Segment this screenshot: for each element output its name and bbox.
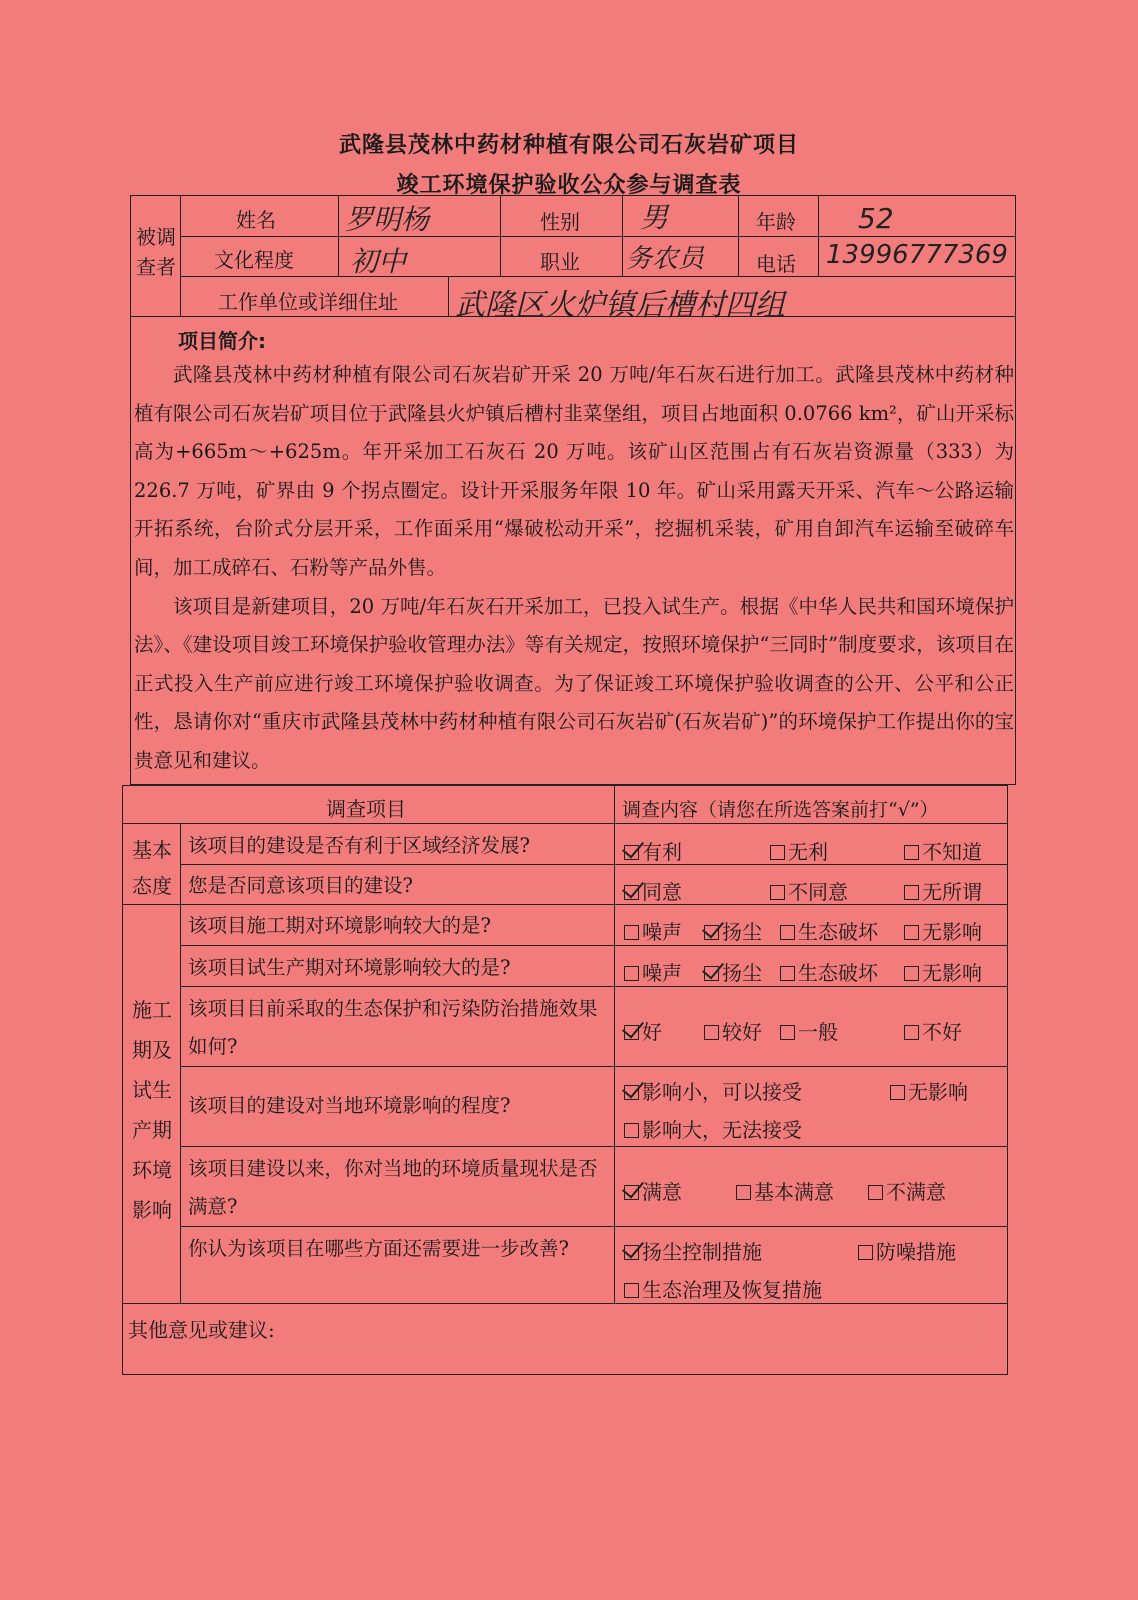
question-3: 该项目施工期对环境影响较大的是? — [188, 914, 491, 937]
option-label: 生态破坏 — [798, 920, 878, 944]
intro-paragraph-1: 武隆县茂林中药材种植有限公司石灰岩矿开采 20 万吨/年石灰石进行加工。武隆县茂林中药材种植有限公司石灰岩矿项目位于武隆县火炉镇后槽村韭菜堡组，项目占地面积 0.0766 km²，矿山开采标高为+665m～+625m。年开采加工石灰石 20 万吨。该矿山区范围占有石灰岩资源量（333）为 226.7 万吨，矿界由 9 个拐点圈定。设计开采服务年限 10 年。矿山采用露天开采、汽车～公路运输开拓系统，台阶式分层开采，工作面采用“爆破松动开采”，挖掘机采装，矿用自卸汽车运输至破碎车间，加工成碎石、石粉等产品外售。 — [134, 363, 1014, 579]
option-label: 影响大，无法接受 — [642, 1118, 802, 1142]
name-label: 姓名 — [236, 208, 276, 232]
option-label: 满意 — [642, 1180, 682, 1204]
option-3-2[interactable] — [704, 916, 762, 945]
option-7-2[interactable] — [736, 1176, 834, 1205]
option-5-4[interactable] — [904, 1016, 962, 1045]
option-label: 不好 — [922, 1020, 962, 1044]
checkbox-icon[interactable] — [904, 966, 919, 981]
checked-checkbox-icon[interactable] — [704, 966, 719, 981]
checkbox-icon[interactable] — [736, 1185, 751, 1200]
question-2: 您是否同意该项目的建设? — [188, 874, 413, 897]
checkbox-icon[interactable] — [770, 885, 785, 900]
option-4-3[interactable] — [780, 957, 878, 986]
checkbox-icon[interactable] — [904, 1025, 919, 1040]
occupation-label: 职业 — [540, 250, 580, 274]
checkbox-icon[interactable] — [704, 1025, 719, 1040]
option-label: 一般 — [798, 1020, 838, 1044]
option-5-3[interactable] — [780, 1016, 838, 1045]
checkbox-icon[interactable] — [780, 1025, 795, 1040]
option-label: 不满意 — [886, 1180, 946, 1204]
checkbox-icon[interactable] — [624, 925, 639, 940]
gender-value: 男 — [640, 201, 669, 234]
option-8-3[interactable] — [624, 1274, 822, 1303]
group-environment-impact: 施工期及试生产期环境影响 — [132, 998, 172, 1222]
checked-checkbox-icon[interactable] — [624, 1245, 639, 1260]
respondent-section-label: 被调查者 — [136, 225, 176, 279]
option-8-2[interactable] — [858, 1236, 956, 1265]
option-label: 扬尘 — [722, 920, 762, 944]
question-4: 该项目试生产期对环境影响较大的是? — [188, 956, 511, 979]
checkbox-icon[interactable] — [868, 1185, 883, 1200]
occupation-value: 务农员 — [626, 244, 705, 274]
option-6-3[interactable] — [624, 1114, 802, 1143]
checkbox-icon[interactable] — [858, 1245, 873, 1260]
checked-checkbox-icon[interactable] — [704, 925, 719, 940]
address-label: 工作单位或详细住址 — [218, 290, 398, 314]
question-1: 该项目的建设是否有利于区域经济发展? — [188, 834, 530, 857]
checkbox-icon[interactable] — [624, 1123, 639, 1138]
option-label: 防噪措施 — [876, 1240, 956, 1264]
checkbox-icon[interactable] — [624, 1283, 639, 1298]
project-intro-body — [134, 356, 1014, 781]
education-label: 文化程度 — [214, 248, 294, 272]
option-6-1[interactable] — [624, 1076, 802, 1105]
option-label: 噪声 — [642, 961, 682, 985]
option-1-2[interactable] — [770, 836, 828, 865]
checkbox-icon[interactable] — [904, 845, 919, 860]
checked-checkbox-icon[interactable] — [624, 1085, 639, 1100]
intro-paragraph-2: 该项目是新建项目，20 万吨/年石灰石开采加工，已投入试生产。根据《中华人民共和国环境保护法》、《建设项目竣工环境保护验收管理办法》等有关规定，按照环境保护“三同时”制度要求，该项目在正式投入生产前应进行竣工环境保护验收调查。为了保证竣工环境保护验收调查的公开、公平和公正性，恳请你对“重庆市武隆县茂林中药材种植有限公司石灰岩矿(石灰岩矿)”的环境保护工作提出你的宝贵意见和建议。 — [134, 594, 1014, 772]
option-label: 无影响 — [908, 1080, 968, 1104]
phone-label: 电话 — [756, 252, 796, 276]
option-label: 影响小，可以接受 — [642, 1080, 802, 1104]
document-title: 武隆县茂林中药材种植有限公司石灰岩矿项目 — [338, 133, 799, 158]
question-6: 该项目的建设对当地环境影响的程度? — [188, 1094, 511, 1117]
option-8-1[interactable] — [624, 1236, 762, 1265]
checked-checkbox-icon[interactable] — [624, 885, 639, 900]
option-3-3[interactable] — [780, 916, 878, 945]
option-label: 无所谓 — [922, 880, 982, 904]
option-3-4[interactable] — [904, 916, 982, 945]
option-6-2[interactable] — [890, 1076, 968, 1105]
option-label: 生态治理及恢复措施 — [642, 1278, 822, 1302]
option-label: 噪声 — [642, 920, 682, 944]
option-label: 无利 — [788, 840, 828, 864]
option-7-1[interactable] — [624, 1176, 682, 1205]
checkbox-icon[interactable] — [770, 845, 785, 860]
option-2-3[interactable] — [904, 876, 982, 905]
option-label: 无影响 — [922, 961, 982, 985]
option-label: 有利 — [642, 840, 682, 864]
survey-item-header: 调查项目 — [326, 797, 406, 821]
option-label: 基本满意 — [754, 1180, 834, 1204]
option-2-1[interactable] — [624, 876, 682, 905]
option-label: 扬尘 — [722, 961, 762, 985]
checked-checkbox-icon[interactable] — [624, 1025, 639, 1040]
checkbox-icon[interactable] — [904, 885, 919, 900]
option-label: 生态破坏 — [798, 961, 878, 985]
option-label: 好 — [642, 1020, 662, 1044]
age-value: 52 — [858, 202, 894, 235]
checkbox-icon[interactable] — [904, 925, 919, 940]
option-label: 扬尘控制措施 — [642, 1240, 762, 1264]
checkbox-icon[interactable] — [890, 1085, 905, 1100]
option-label: 无影响 — [922, 920, 982, 944]
checkbox-icon[interactable] — [780, 966, 795, 981]
document-subtitle: 竣工环境保护验收公众参与调查表 — [396, 173, 742, 198]
project-intro-heading: 项目简介: — [178, 329, 266, 353]
option-label: 同意 — [642, 880, 682, 904]
option-1-3[interactable] — [904, 836, 982, 865]
option-label: 不知道 — [922, 840, 982, 864]
option-4-2[interactable] — [704, 957, 762, 986]
question-7: 该项目建设以来，你对当地的环境质量现状是否满意? — [188, 1157, 598, 1218]
question-5: 该项目目前采取的生态保护和污染防治措施效果如何? — [188, 997, 598, 1058]
checked-checkbox-icon[interactable] — [624, 845, 639, 860]
checked-checkbox-icon[interactable] — [624, 1185, 639, 1200]
option-2-2[interactable] — [770, 876, 848, 905]
option-7-3[interactable] — [868, 1176, 946, 1205]
option-4-1[interactable] — [624, 957, 682, 986]
checkbox-icon[interactable] — [780, 925, 795, 940]
age-label: 年龄 — [756, 210, 796, 234]
option-1-1[interactable] — [624, 836, 682, 865]
option-3-1[interactable] — [624, 916, 682, 945]
education-value: 初中 — [350, 245, 407, 278]
checkbox-icon[interactable] — [624, 966, 639, 981]
phone-value: 13996777369 — [826, 240, 1008, 270]
option-4-4[interactable] — [904, 957, 982, 986]
option-5-2[interactable] — [704, 1016, 762, 1045]
survey-content-header: 调查内容（请您在所选答案前打“√”） — [622, 799, 939, 821]
group-basic-attitude: 基本态度 — [132, 838, 172, 898]
option-label: 较好 — [722, 1020, 762, 1044]
option-5-1[interactable] — [624, 1016, 662, 1045]
option-label: 不同意 — [788, 880, 848, 904]
other-suggestions-label: 其他意见或建议: — [128, 1318, 275, 1342]
question-8: 你认为该项目在哪些方面还需要进一步改善? — [188, 1237, 569, 1260]
address-value: 武隆区火炉镇后槽村四组 — [455, 288, 785, 323]
gender-label: 性别 — [540, 210, 580, 234]
name-value: 罗明杨 — [345, 203, 430, 236]
